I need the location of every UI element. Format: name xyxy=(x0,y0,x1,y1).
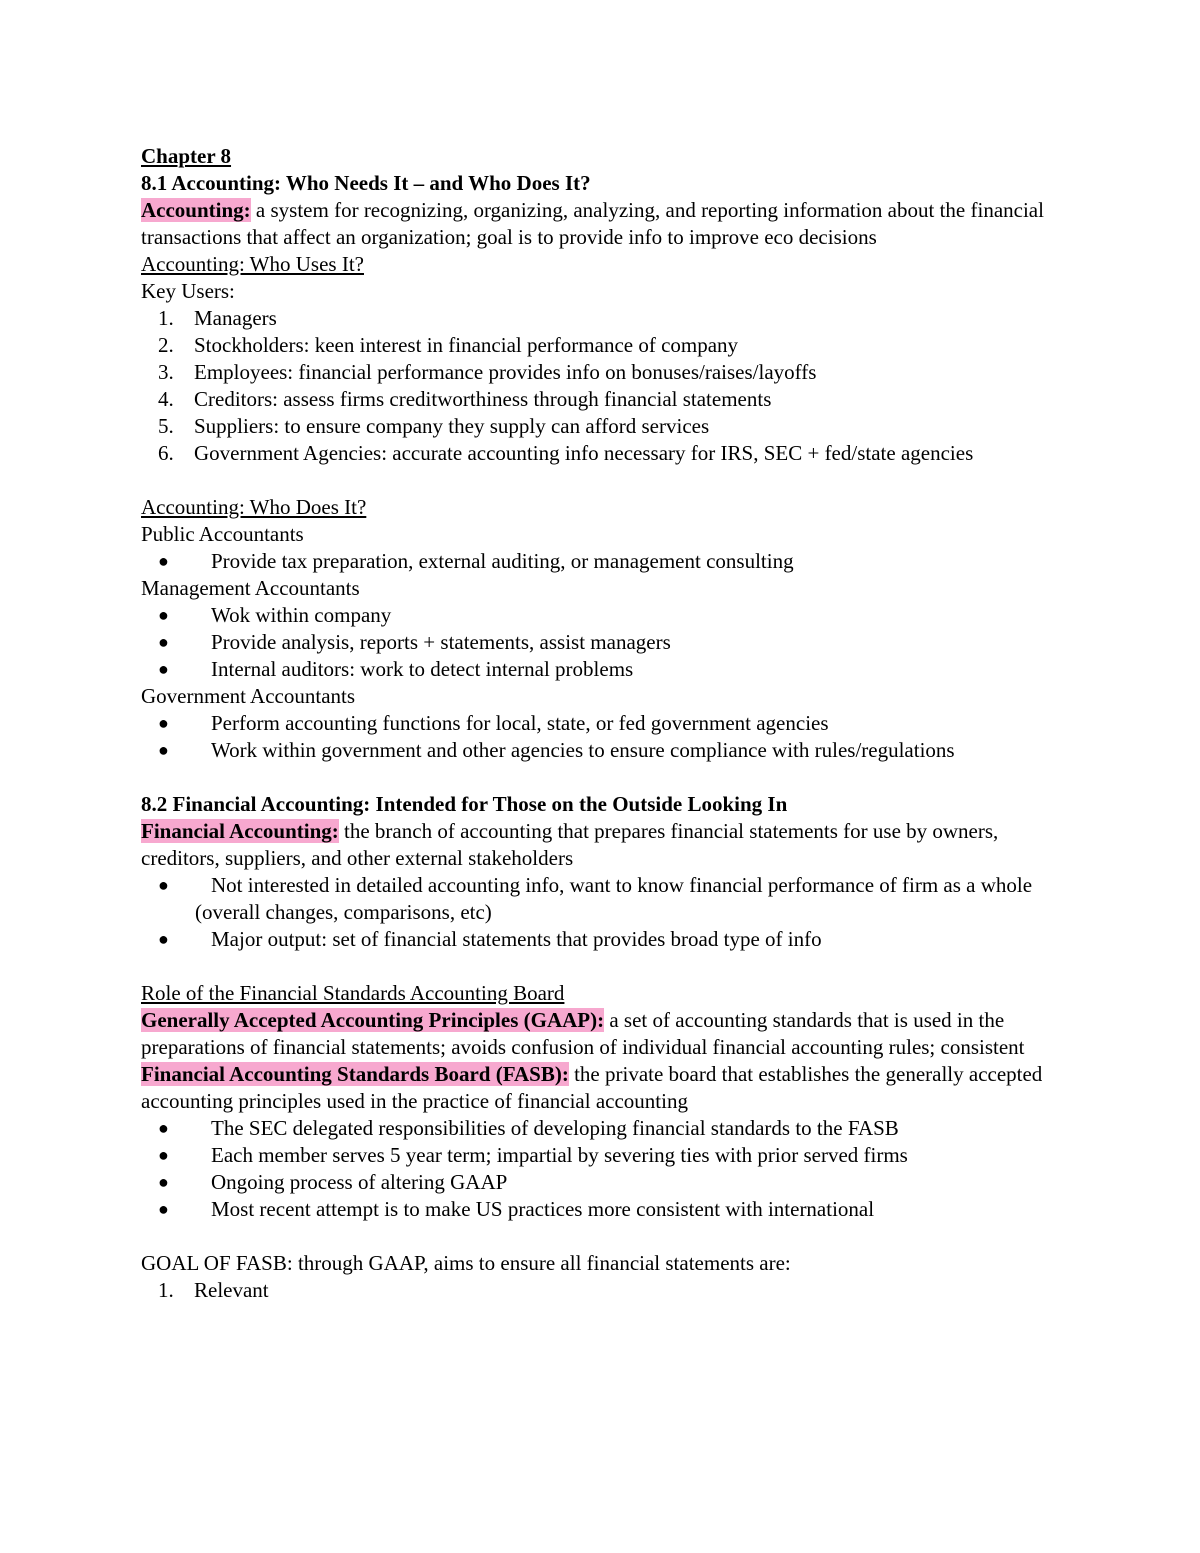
definition-text: the branch of accounting that prepares financial statements for use by owners, creditors, suppliers, and other external stakeholders xyxy=(141,819,999,870)
section-heading-8-2: 8.2 Financial Accounting: Intended for Those on the Outside Looking In xyxy=(141,792,788,816)
subheading-who-does: Accounting: Who Does It? xyxy=(141,495,367,519)
list-item: ● Provide tax preparation, external auditing, or management consulting xyxy=(158,549,794,573)
definition-text: a system for recognizing, organizing, analyzing, and reporting information about the financial transactions that affect an organization; goal is to provide info to improve eco decisions xyxy=(141,198,1044,249)
spacer xyxy=(141,1223,1071,1250)
key-users-list xyxy=(141,305,1071,467)
list-item: ● Each member serves 5 year term; impartial by severing ties with prior served firms xyxy=(158,1143,908,1167)
list-item: 5. Suppliers: to ensure company they supply can afford services xyxy=(158,414,710,438)
list-item: 6. Government Agencies: accurate accounting info necessary for IRS, SEC + fed/state agencies xyxy=(158,441,974,465)
government-accountants-label: Government Accountants xyxy=(141,684,356,708)
list-item: 1. Managers xyxy=(158,306,277,330)
list-item: ● The SEC delegated responsibilities of developing financial standards to the FASB xyxy=(158,1116,899,1140)
financial-accounting-list xyxy=(141,872,1071,953)
definition-text: a set of accounting standards that is used in the preparations of financial statements; avoids confusion of individual financial accounting rules; consistent xyxy=(141,1008,1025,1059)
gaap-definition xyxy=(141,1007,1071,1061)
fasb-definition xyxy=(141,1061,1071,1115)
definition-term: Accounting: xyxy=(141,198,251,222)
list-item: ● Major output: set of financial statements that provides broad type of info xyxy=(158,927,822,951)
financial-accounting-definition xyxy=(141,818,1071,872)
list-item: 3. Employees: financial performance provides info on bonuses/raises/layoffs xyxy=(158,360,817,384)
section-heading-8-1: 8.1 Accounting: Who Needs It – and Who Does It? xyxy=(141,171,591,195)
definition-term: Financial Accounting: xyxy=(141,819,339,843)
accounting-definition xyxy=(141,197,1071,251)
definition-term: Generally Accepted Accounting Principles (GAAP): xyxy=(141,1008,605,1032)
list-item: ● Most recent attempt is to make US practices more consistent with international xyxy=(158,1197,875,1221)
list-item: ● Wok within company xyxy=(158,603,392,627)
definition-text: the private board that establishes the generally accepted accounting principles used in the practice of financial accounting xyxy=(141,1062,1043,1113)
list-item: ● Not interested in detailed accounting info, want to know financial performance of firm as a whole (overall changes, comparisons, etc) xyxy=(158,873,1033,924)
spacer xyxy=(141,764,1071,791)
definition-term: Financial Accounting Standards Board (FASB): xyxy=(141,1062,569,1086)
key-users-label: Key Users: xyxy=(141,279,235,303)
page-content xyxy=(141,143,1071,1304)
list-item: 4. Creditors: assess firms creditworthiness through financial statements xyxy=(158,387,772,411)
goal-of-fasb: GOAL OF FASB: through GAAP, aims to ensure all financial statements are: xyxy=(141,1251,791,1275)
list-item: 2. Stockholders: keen interest in financial performance of company xyxy=(158,333,739,357)
chapter-title: Chapter 8 xyxy=(141,144,232,168)
list-item: ● Ongoing process of altering GAAP xyxy=(158,1170,508,1194)
spacer xyxy=(141,467,1071,494)
government-accountants-list xyxy=(141,710,1071,764)
list-item: 1. Relevant xyxy=(158,1278,269,1302)
management-accountants-label: Management Accountants xyxy=(141,576,360,600)
public-accountants-list xyxy=(141,548,1071,575)
list-item: ● Internal auditors: work to detect internal problems xyxy=(158,657,634,681)
fasb-list xyxy=(141,1115,1071,1223)
list-item: ● Work within government and other agencies to ensure compliance with rules/regulations xyxy=(158,738,955,762)
goal-list xyxy=(141,1277,1071,1304)
subheading-who-uses: Accounting: Who Uses It? xyxy=(141,252,364,276)
management-accountants-list xyxy=(141,602,1071,683)
list-item: ● Provide analysis, reports + statements, assist managers xyxy=(158,630,671,654)
public-accountants-label: Public Accountants xyxy=(141,522,304,546)
subheading-role-of-board: Role of the Financial Standards Accounting Board xyxy=(141,981,565,1005)
spacer xyxy=(141,953,1071,980)
list-item: ● Perform accounting functions for local, state, or fed government agencies xyxy=(158,711,829,735)
